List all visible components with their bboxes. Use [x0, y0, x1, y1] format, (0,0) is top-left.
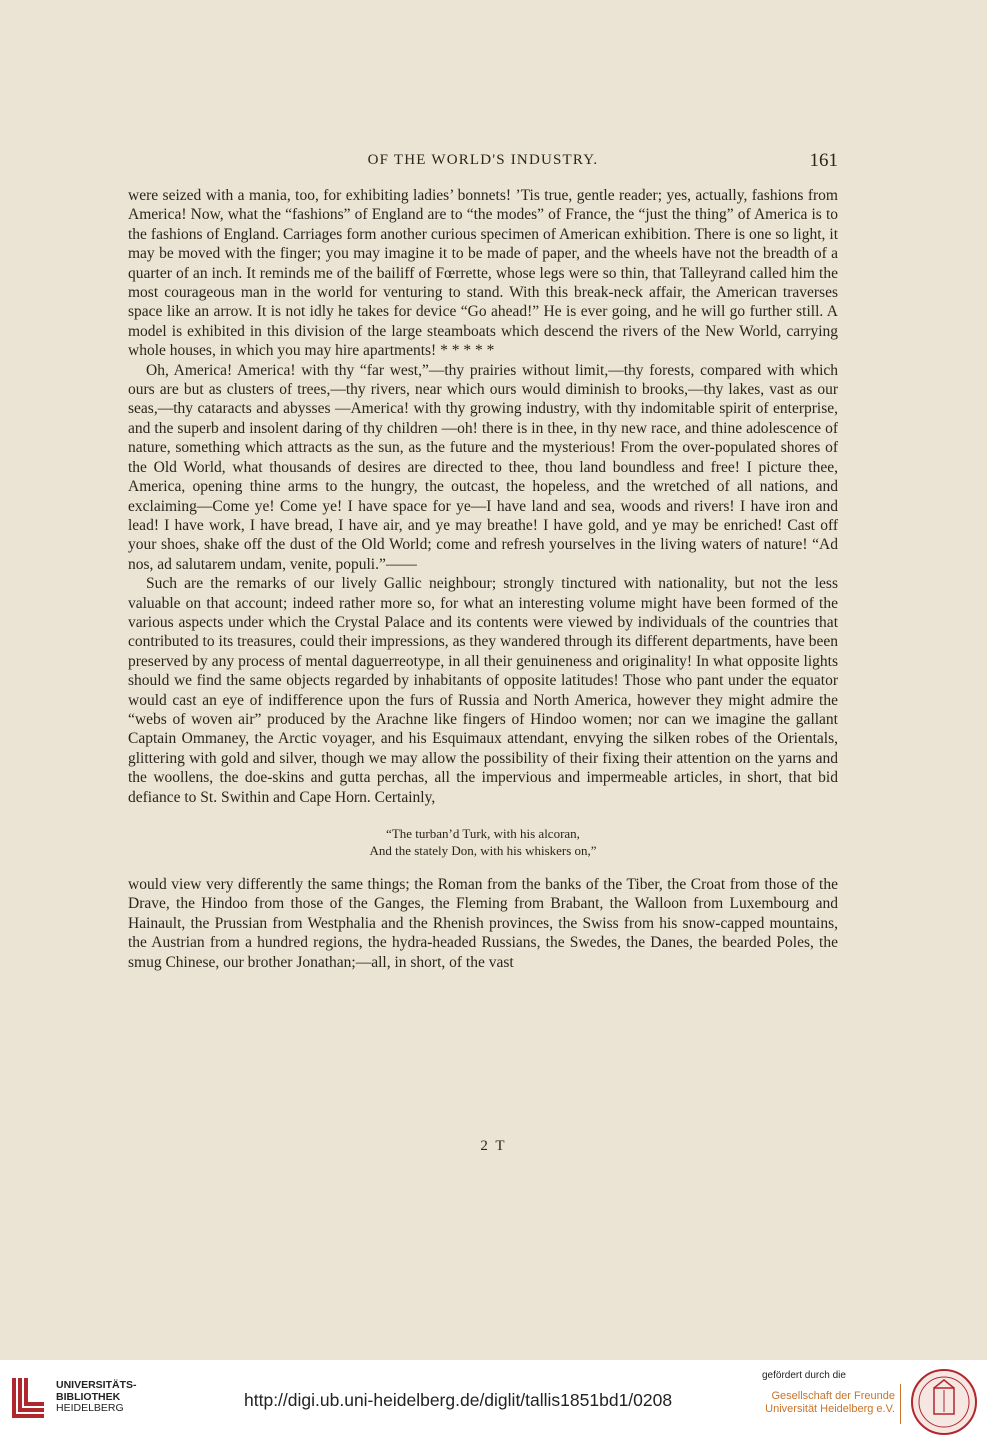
library-logo-icon: [8, 1374, 50, 1420]
sponsor-divider: [900, 1384, 901, 1424]
signature-mark: 2 T: [480, 1138, 507, 1154]
closing-paragraph: would view very differently the same things; the Roman from the banks of the Tiber, the Croat from those of the Drave, the Hindoo from those of the Ganges, the Fleming from Brabant, the Walloon from Luxembourg and Hainault, the Prussian from Westphalia and the Rhenish provinces, the Swiss from his snow-capped mountains, the Austrian from a hundred regions, the hydra-headed Russians, the Swedes, the Danes, the bearded Poles, the smug Chinese, our brother Jonathan;—all, in short, of the vast: [128, 876, 838, 971]
verse-quote: [128, 825, 838, 859]
sponsor-name: Gesellschaft der Freunde Universität Heidelberg e.V.: [765, 1390, 895, 1415]
running-head-title: OF THE WORLD'S INDUSTRY.: [367, 152, 599, 168]
paragraph-1: were seized with a mania, too, for exhibiting ladies’ bonnets! ’Tis true, gentle reader; yes, actually, fashions from America! Now, what the “fashions” of England are to “the modes” of France, the “just the thing” of America is to the fashions of England. Carriages form another curious specimen of American exhibition. There is one so light, it may be moved with the finger; you may imagine it to be made of paper, and the wheels have not the breadth of a quarter of an inch. It reminds me of the bailiff of Fœrrette, whose legs were so thin, that Talleyrand called him the most courageous man in the world for venturing to stand. With this break-neck affair, the American traverses space like an arrow. It is not idly he takes for device “Go ahead!” He is ever going, and he will go further still. A model is exhibited in this division of the large steamboats which descend the rivers of the New World, carrying whole houses, in which you may hire apartments! * * * * *: [128, 187, 838, 360]
running-head: [128, 152, 838, 176]
verse-line-2: And the stately Don, with his whiskers on,”: [369, 843, 597, 858]
paragraph-2: Oh, America! America! with thy “far west,”—thy prairies without limit,—thy forests, compared with which ours are but as clusters of trees,—thy rivers, near which ours would diminish to brooks,—thy lakes, vast as our seas,—thy cataracts and abysses —America! with thy growing industry, with thy indomitable spirit of enterprise, and the superb and insolent daring of thy children —oh! there is in thee, in thy new race, and thine adolescence of nature, something which attracts as the sun, as the future and the mysterious! From the over-populated shores of the Old World, what thousands of desires are directed to thee, thou land boundless and free! I picture thee, America, opening thine arms to the hungry, the outcast, the hopeless, and the wretched of all nations, and exclaiming—Come ye! Come ye! I have space for ye—I have land and sea, woods and rivers! I have iron and lead! I have work, I have bread, I have air, and ye may breathe! I have gold, and ye may be enriched! Cast off your shoes, shake off the dust of the Old World; come and refresh yourselves in the living waters of nature! “Ad nos, ad salutarem undam, venite, populi.”——: [128, 361, 838, 573]
body-text: [128, 186, 838, 972]
library-name: UNIVERSITÄTS- BIBLIOTHEK HEIDELBERG: [56, 1379, 137, 1414]
sponsor-label: gefördert durch die: [762, 1370, 846, 1381]
paragraph-3: Such are the remarks of our lively Gallic neighbour; strongly tinctured with nationality, but not the less valuable on that account; indeed rather more so, for what an interesting volume might have been formed of the various aspects under which the Crystal Palace and its contents were viewed by individuals of the countries that contributed to its treasures, could their impressions, as they wandered through its different departments, have been preserved by any process of mental daguerreotype, in all their genuineness and originality! In what opposite lights should we find the same objects regarded by inhabitants of opposite latitudes! Those who pant under the equator would cast an eye of indifference upon the furs of Russia and North America, however they might admire the “webs of woven air” produced by the Arachne like fingers of Hindoo women; nor can we imagine the gallant Captain Ommaney, the Arctic voyager, and his Esquimaux attendant, envying the silken robes of the Orientals, glittering with gold and silver, though we may allow the possibility of their fixing their attention on the yarns and the woollens, the doe-skins and gutta perchas, all the impervious and impermeable articles, in short, that bid defiance to St. Swithin and Cape Horn. Certainly,: [128, 575, 838, 806]
verse-line-1: “The turban’d Turk, with his alcoran,: [386, 826, 580, 841]
university-seal-icon: [910, 1368, 978, 1436]
permalink-url[interactable]: http://digi.ub.uni-heidelberg.de/diglit/tallis1851bd1/0208: [244, 1390, 673, 1410]
page-number: 161: [809, 150, 838, 171]
footer-bar: [0, 1360, 987, 1438]
